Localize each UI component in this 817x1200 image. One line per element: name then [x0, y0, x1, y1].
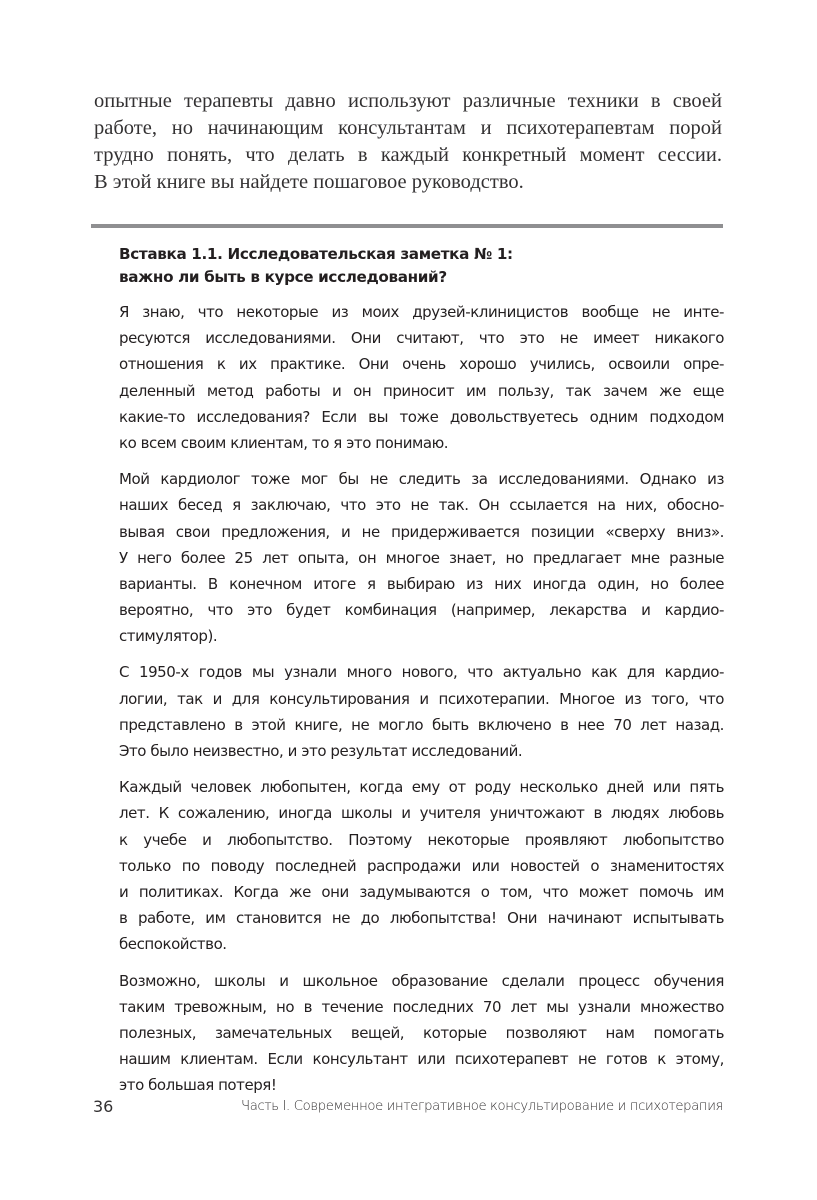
text-line: вероятно, что это будет комбинация (например, лекарства и кардио-	[119, 601, 724, 620]
text-line: к учебе и любопытство. Поэтому некоторые проявляют любопытство	[119, 830, 724, 849]
text-line: ко всем своим клиентам, то я это понимаю.	[119, 433, 449, 452]
text-line: варианты. В конечном итоге я выбираю из них иногда один, но более	[119, 574, 724, 593]
page-footer	[93, 1097, 723, 1121]
box-title-line: Вставка 1.1. Исследовательская заметка № 1:	[119, 245, 513, 263]
text-line: В этой книге вы найдете пошаговое руководство.	[94, 171, 524, 193]
text-line: ресуются исследованиями. Они считают, что это не имеет никакого	[119, 329, 724, 348]
text-line: вывая свои предложения, и не придерживается позиции «сверху вниз».	[119, 522, 724, 541]
text-line: Я знаю, что некоторые из моих друзей-клиницистов вообще не инте-	[119, 303, 724, 321]
text-line: представлено в этой книге, не могло быть включено в нее 70 лет назад.	[119, 715, 724, 734]
box-paragraph	[119, 774, 724, 957]
text-line: опытные терапевты давно используют различные техники в своей	[94, 90, 722, 112]
box-paragraph	[119, 968, 724, 1099]
text-line: только по поводу последней распродажи или новостей о знаменитостях	[119, 856, 724, 875]
text-line: У него более 25 лет опыта, он многое знает, но предлагает мне разные	[119, 548, 724, 567]
text-line: отношения к их практике. Они очень хорошо учились, освоили опре-	[119, 355, 724, 374]
page-number: 36	[93, 1097, 114, 1116]
box-paragraph	[119, 299, 724, 456]
text-line: какие-то исследования? Если вы тоже довольствуетесь одним подходом	[119, 407, 724, 426]
text-line: нашим клиентам. Если консультант или психотерапевт не готов к этому,	[119, 1050, 724, 1069]
text-line: беспокойство.	[119, 935, 227, 954]
text-line: Мой кардиолог тоже мог бы не следить за исследованиями. Однако из	[119, 470, 724, 489]
box-top-rule	[91, 224, 723, 228]
text-line: Это было неизвестно, и это результат исследований.	[119, 742, 523, 760]
text-line: наших бесед я заключаю, что это не так. Он ссылается на них, обосно-	[119, 496, 724, 515]
text-line: лет. К сожалению, иногда школы и учителя уничтожают в людях любовь	[119, 804, 724, 823]
text-line: в работе, им становится не до любопытства! Они начинают испытывать	[119, 909, 724, 928]
text-line: Каждый человек любопытен, когда ему от роду несколько дней или пять	[119, 778, 724, 797]
research-note-box	[119, 243, 724, 1108]
running-head: Часть I. Современное интегративное консультирование и психотерапия	[241, 1099, 723, 1114]
box-paragraph	[119, 466, 724, 649]
text-line: и политиках. Когда же они задумываются о том, что может помочь им	[119, 882, 724, 901]
intro-paragraph	[94, 88, 722, 196]
text-line: деленный метод работы и он приносит им пользу, так зачем же еще	[119, 381, 724, 400]
box-paragraph	[119, 659, 724, 764]
text-line: С 1950-х годов мы узнали много нового, что актуально как для кардио-	[119, 663, 724, 682]
box-title	[119, 243, 724, 289]
text-line: работе, но начинающим консультантам и психотерапевтам порой	[94, 117, 722, 139]
text-line: Возможно, школы и школьное образование сделали процесс обучения	[119, 971, 724, 990]
text-line: полезных, замечательных вещей, которые позволяют нам помогать	[119, 1023, 724, 1042]
text-line: логии, так и для консультирования и психотерапии. Многое из того, что	[119, 689, 724, 708]
box-title-line: важно ли быть в курсе исследований?	[119, 268, 447, 286]
text-line: таким тревожным, но в течение последних 70 лет мы узнали множество	[119, 997, 724, 1016]
text-line: это большая потеря!	[119, 1076, 277, 1095]
text-line: трудно понять, что делать в каждый конкретный момент сессии.	[94, 144, 722, 166]
text-line: стимулятор).	[119, 627, 218, 646]
